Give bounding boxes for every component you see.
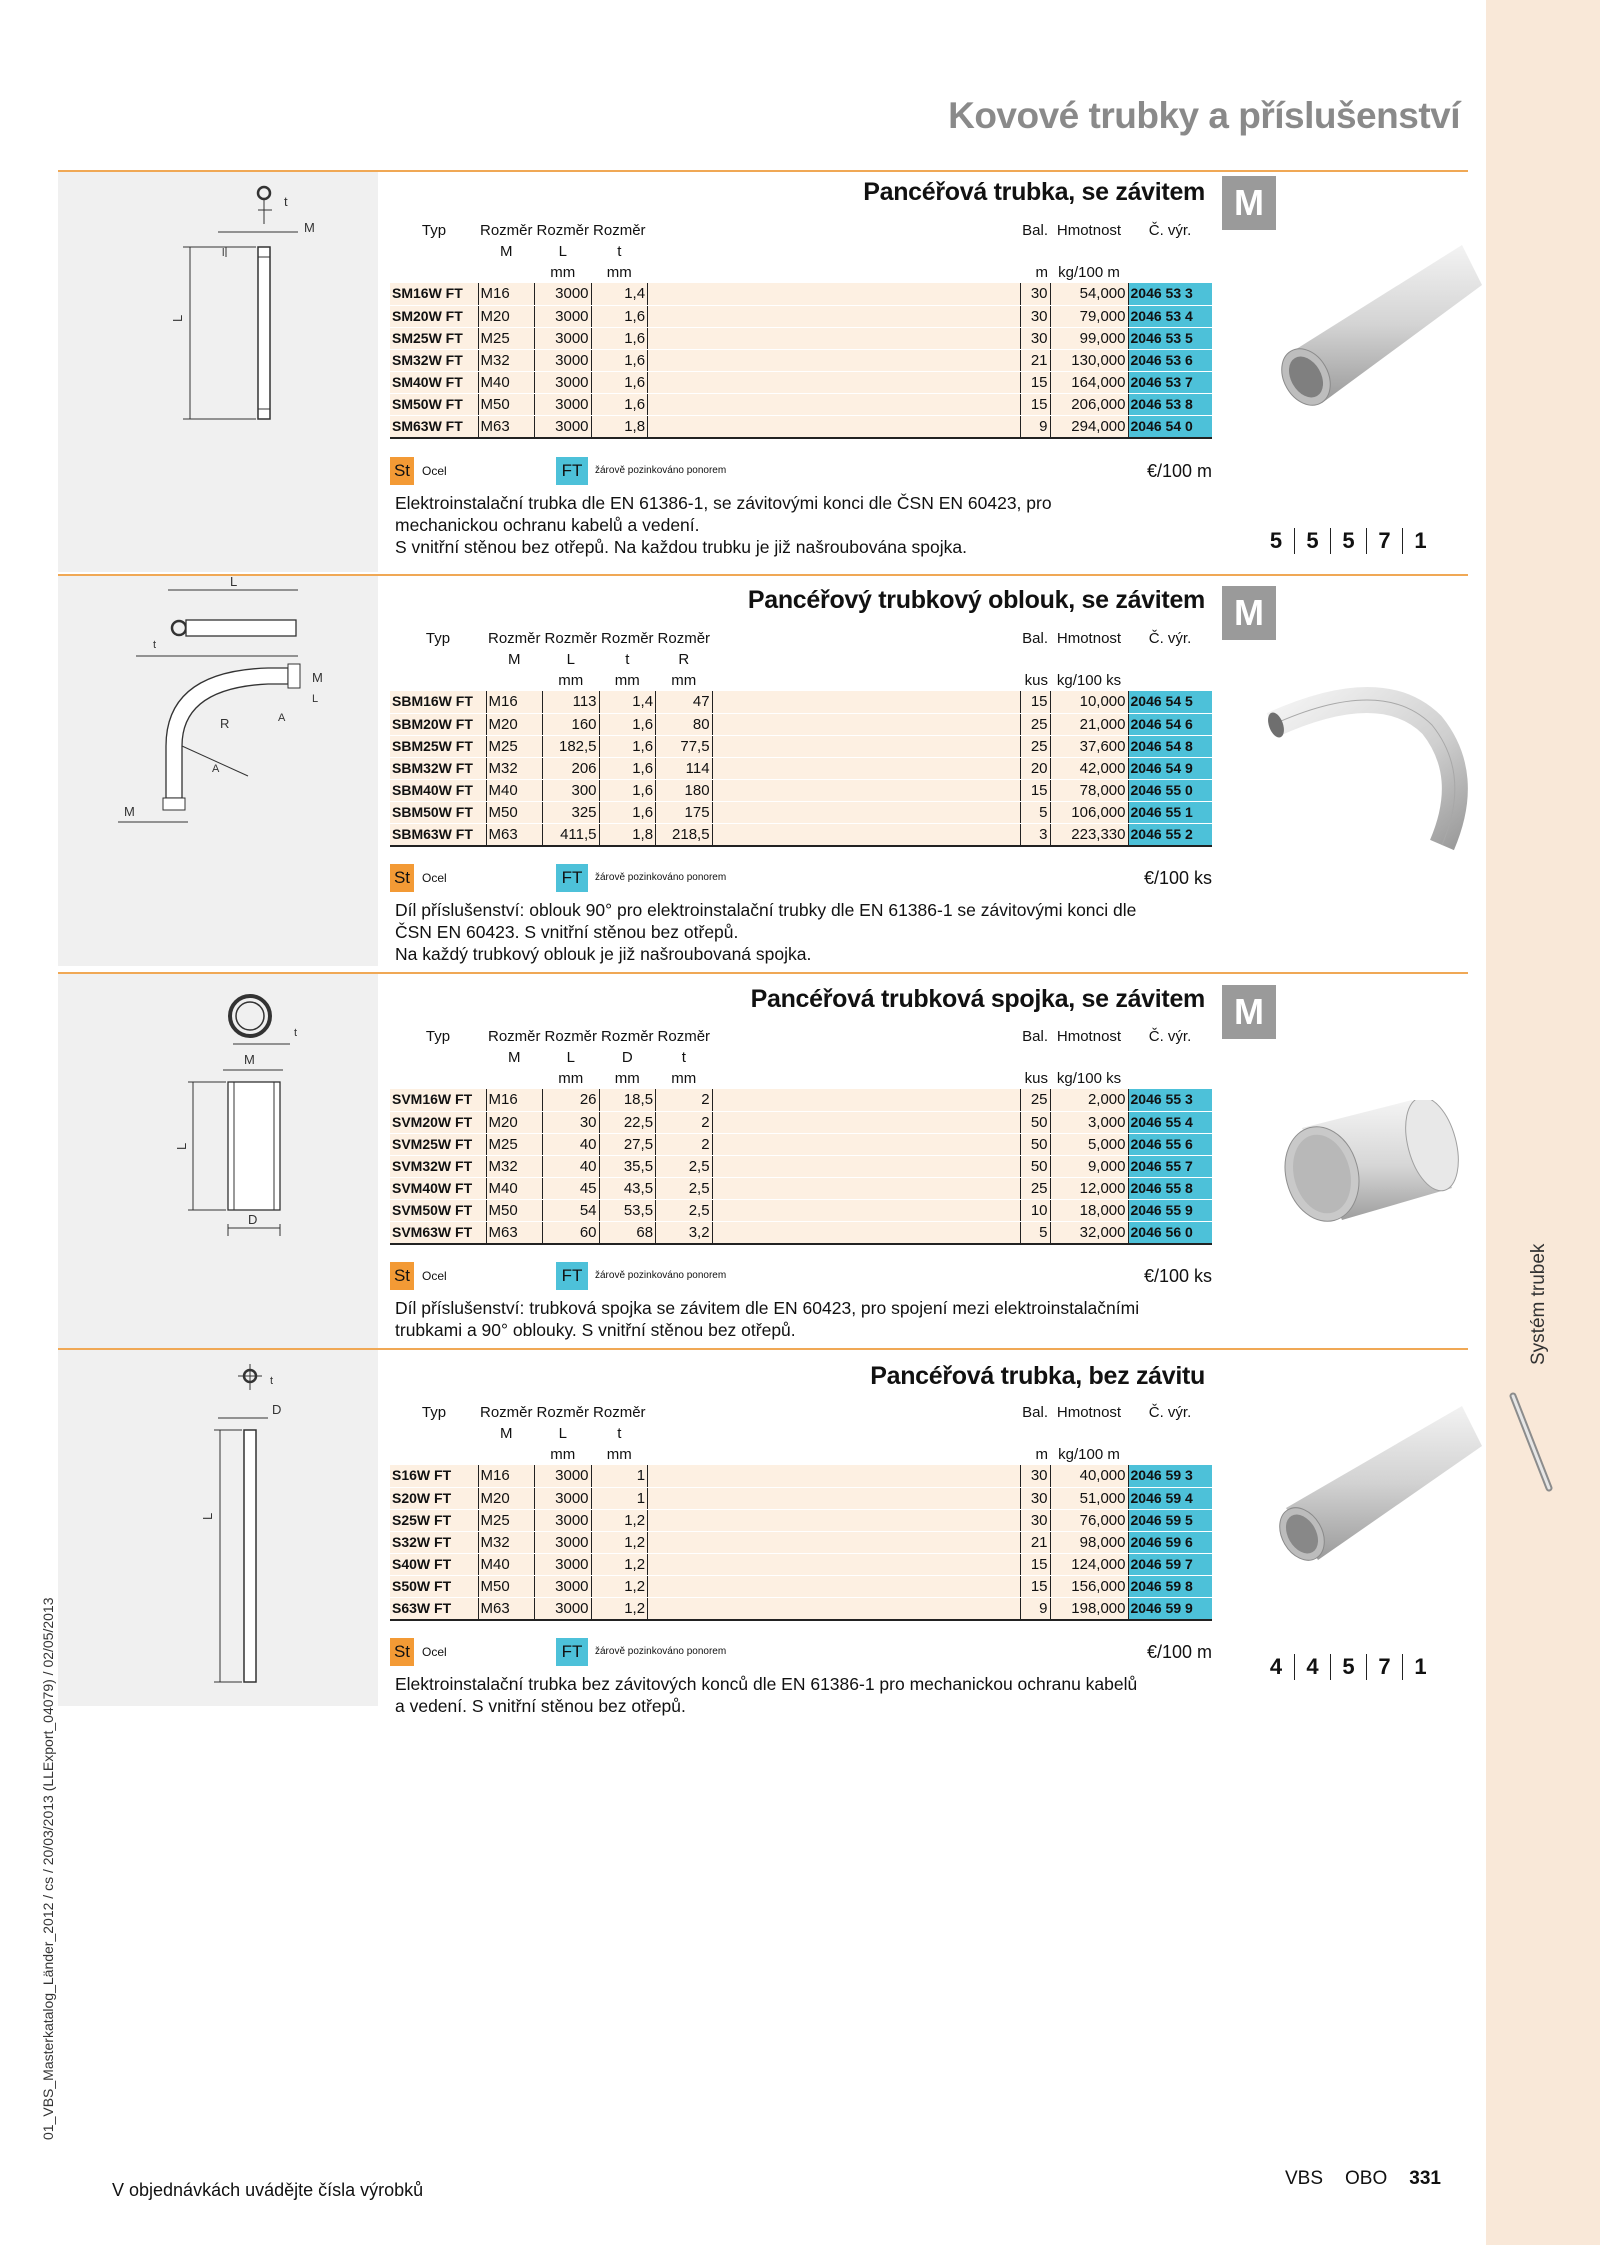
unit: kus: [1024, 1070, 1048, 1087]
col-header: Rozměr: [480, 1404, 533, 1421]
unit: mm: [558, 1070, 584, 1087]
property-code: 5 5 5 7 1: [1258, 528, 1438, 554]
article-number: 2046 55 4: [1128, 1111, 1212, 1133]
table-row: SVM63W FT M63 60 68 3,2 5 32,000 2046 56 0: [390, 1221, 1212, 1244]
table-row: SVM20W FT M20 30 22,5 2 50 3,000 2046 55 4: [390, 1111, 1212, 1133]
page-number: 331: [1409, 2168, 1441, 2189]
article-number: 2046 59 7: [1128, 1553, 1212, 1575]
col-typ: Typ: [425, 1028, 451, 1045]
col-bal: Bal.: [1022, 1028, 1048, 1045]
article-number: 2046 55 8: [1128, 1177, 1212, 1199]
col-weight: Hmotnost: [1056, 222, 1122, 239]
unit: mm: [558, 672, 584, 689]
article-number: 2046 54 5: [1128, 691, 1212, 713]
catalog-reference: 01_VBS_Masterkatalog_Länder_2012 / cs / 20/03/2013 (LLExport_04079) / 02/05/2013: [40, 1597, 56, 2140]
brand-vbs: VBS: [1285, 2168, 1324, 2189]
article-number: 2046 59 3: [1128, 1465, 1212, 1487]
svg-text:A: A: [278, 712, 286, 724]
col-sub: t: [617, 243, 622, 260]
material-label: Ocel: [422, 1269, 447, 1283]
col-weight: Hmotnost: [1056, 1028, 1122, 1045]
col-typ: Typ: [425, 630, 451, 647]
side-strip: [1486, 0, 1600, 2245]
article-number: 2046 55 3: [1128, 1089, 1212, 1111]
article-number: 2046 55 9: [1128, 1199, 1212, 1221]
material-label: Ocel: [422, 1645, 447, 1659]
section-description: Díl příslušenství: oblouk 90° pro elektroinstalační trubky dle EN 61386-1 se závitovými konci dle ČSN EN 60423. S vnitřní stěnou bez otřepů. Na každý trubkový oblouk je již našroubovaná spojka.: [395, 900, 1137, 964]
unit: mm: [550, 1446, 576, 1463]
unit: mm: [614, 672, 640, 689]
price-unit: €/100 ks: [1143, 868, 1212, 888]
col-header: Rozměr: [657, 630, 711, 647]
col-sub: M: [500, 243, 513, 260]
section-description: Elektroinstalační trubka dle EN 61386-1, se závitovými konci dle ČSN EN 60423, pro mechanickou ochranu kabelů a vedení. S vnitřní stěnou bez otřepů. Na každou trubku je již našroubována spojka.: [395, 493, 1052, 557]
straight-tube-photo: [1262, 235, 1482, 435]
price-unit: €/100 ks: [1143, 1266, 1212, 1286]
table-row: S40W FT M40 3000 1,2 15 124,000 2046 59 7: [390, 1553, 1212, 1575]
article-number: 2046 59 4: [1128, 1487, 1212, 1509]
finish-label: žárově pozinkováno ponorem: [595, 872, 727, 883]
unit: kg/100 ks: [1056, 672, 1122, 689]
material-label: Ocel: [422, 464, 447, 478]
table-row: SBM16W FT M16 113 1,4 47 15 10,000 2046 54 5: [390, 691, 1212, 713]
article-number: 2046 59 8: [1128, 1575, 1212, 1597]
col-header: Rozměr: [536, 1404, 590, 1421]
table-row: SVM16W FT M16 26 18,5 2 25 2,000 2046 55 3: [390, 1089, 1212, 1111]
col-article: Č. výr.: [1148, 1028, 1192, 1045]
article-number: 2046 53 5: [1128, 327, 1212, 349]
table-row: SBM40W FT M40 300 1,6 180 15 78,000 2046 55 0: [390, 779, 1212, 801]
svg-text:M: M: [124, 804, 135, 819]
table-row: SM63W FT M63 3000 1,8 9 294,000 2046 54 0: [390, 415, 1212, 438]
section-description: Díl příslušenství: trubková spojka se závitem dle EN 60423, pro spojení mezi elektroinstalačními trubkami a 90° oblouky. S vnitřní stěnou bez otřepů.: [395, 1298, 1140, 1340]
col-sub: L: [566, 651, 575, 668]
svg-text:D: D: [272, 1402, 282, 1417]
col-header: Rozměr: [593, 1404, 646, 1421]
price-unit: €/100 m: [1146, 1642, 1212, 1662]
unit: m: [1035, 1446, 1048, 1463]
table-row: SM50W FT M50 3000 1,6 15 206,000 2046 53 8: [390, 393, 1212, 415]
article-number: 2046 59 6: [1128, 1531, 1212, 1553]
product-table: [390, 220, 1212, 439]
drawing-straight-tube: [58, 172, 378, 572]
col-header: Rozměr: [657, 1028, 711, 1045]
section-description: Elektroinstalační trubka bez závitových konců dle EN 61386-1 pro mechanickou ochranu kabelů a vedení. S vnitřní stěnou bez otřepů.: [395, 1674, 1138, 1716]
article-number: 2046 55 7: [1128, 1155, 1212, 1177]
article-number: 2046 59 9: [1128, 1597, 1212, 1620]
finish-tag: FT: [556, 457, 588, 485]
tube-bend-photo: [1262, 665, 1482, 855]
table-row: SM20W FT M20 3000 1,6 30 79,000 2046 53 4: [390, 305, 1212, 327]
col-bal: Bal.: [1022, 1404, 1048, 1421]
col-article: Č. výr.: [1148, 630, 1192, 647]
article-number: 2046 59 5: [1128, 1509, 1212, 1531]
dimension-drawing: [58, 576, 378, 966]
svg-text:A: A: [212, 763, 220, 775]
material-row: [390, 1638, 1212, 1668]
col-sub: L: [558, 1425, 567, 1442]
footer-note: V objednávkách uvádějte čísla výrobků: [112, 2180, 424, 2200]
unit: kg/100 ks: [1056, 1070, 1122, 1087]
table-row: S20W FT M20 3000 1 30 51,000 2046 59 4: [390, 1487, 1212, 1509]
finish-tag: FT: [556, 1638, 588, 1666]
drawing-coupling: [58, 974, 378, 1350]
article-number: 2046 55 2: [1128, 823, 1212, 846]
svg-text:L: L: [312, 693, 319, 705]
drawing-plain-tube: [58, 1350, 378, 1706]
table-row: SM40W FT M40 3000 1,6 15 164,000 2046 53 7: [390, 371, 1212, 393]
col-sub: M: [500, 1425, 513, 1442]
finish-label: žárově pozinkováno ponorem: [595, 465, 727, 476]
table-row: S25W FT M25 3000 1,2 30 76,000 2046 59 5: [390, 1509, 1212, 1531]
unit: mm: [550, 264, 576, 281]
svg-text:M: M: [244, 1052, 255, 1067]
col-header: Rozměr: [593, 222, 646, 239]
col-header: Rozměr: [544, 1028, 598, 1045]
col-sub: t: [617, 1425, 622, 1442]
col-header: Rozměr: [480, 222, 533, 239]
table-row: SVM40W FT M40 45 43,5 2,5 25 12,000 2046 55 8: [390, 1177, 1212, 1199]
unit: kg/100 m: [1058, 1446, 1120, 1463]
dimension-drawing: [58, 172, 378, 572]
table-row: S32W FT M32 3000 1,2 21 98,000 2046 59 6: [390, 1531, 1212, 1553]
col-sub: L: [566, 1049, 575, 1066]
product-table: [390, 1026, 1212, 1245]
table-row: SM25W FT M25 3000 1,6 30 99,000 2046 53 5: [390, 327, 1212, 349]
col-weight: Hmotnost: [1056, 630, 1122, 647]
svg-text:M: M: [312, 670, 323, 685]
unit: mm: [606, 264, 632, 281]
side-section-label: Systém trubek: [1528, 1243, 1549, 1365]
article-number: 2046 53 3: [1128, 283, 1212, 305]
article-number: 2046 56 0: [1128, 1221, 1212, 1244]
col-sub: D: [621, 1049, 633, 1066]
table-row: SM16W FT M16 3000 1,4 30 54,000 2046 53 3: [390, 283, 1212, 305]
finish-label: žárově pozinkováno ponorem: [595, 1270, 727, 1281]
article-number: 2046 54 0: [1128, 415, 1212, 438]
article-number: 2046 54 8: [1128, 735, 1212, 757]
product-table: [390, 628, 1212, 847]
price-unit: €/100 m: [1146, 461, 1212, 481]
col-bal: Bal.: [1022, 222, 1048, 239]
col-bal: Bal.: [1022, 630, 1048, 647]
article-number: 2046 53 4: [1128, 305, 1212, 327]
property-code: 4 4 5 7 1: [1258, 1654, 1438, 1680]
plain-tube-photo: [1262, 1398, 1482, 1588]
svg-text:t: t: [294, 1027, 298, 1039]
article-number: 2046 55 0: [1128, 779, 1212, 801]
svg-text:M: M: [304, 220, 315, 235]
table-row: SVM32W FT M32 40 35,5 2,5 50 9,000 2046 55 7: [390, 1155, 1212, 1177]
col-header: Rozměr: [488, 630, 541, 647]
svg-text:t: t: [153, 639, 157, 651]
brand-obo: OBO: [1345, 2168, 1388, 2189]
unit: kus: [1024, 672, 1048, 689]
unit: kg/100 m: [1058, 264, 1120, 281]
svg-text:L: L: [174, 1142, 189, 1150]
material-label: Ocel: [422, 871, 447, 885]
col-header: Rozměr: [536, 222, 590, 239]
col-header: Rozměr: [488, 1028, 541, 1045]
material-row: [390, 457, 1212, 487]
table-row: SBM63W FT M63 411,5 1,8 218,5 3 223,330 2046 55 2: [390, 823, 1212, 846]
col-header: Rozměr: [601, 630, 654, 647]
article-number: 2046 53 7: [1128, 371, 1212, 393]
label-t: t: [284, 194, 288, 209]
section-title: Pancéřový trubkový oblouk, se závitem: [747, 586, 1205, 614]
material-tag-steel: St: [390, 457, 414, 485]
article-number: 2046 53 8: [1128, 393, 1212, 415]
tube-thumbnail-icon: [1505, 1390, 1555, 1500]
material-tag-steel: St: [390, 1638, 414, 1666]
finish-tag: FT: [556, 1262, 588, 1290]
material-row: [390, 1262, 1212, 1292]
table-row: SBM20W FT M20 160 1,6 80 25 21,000 2046 54 6: [390, 713, 1212, 735]
metric-badge: M: [1222, 176, 1276, 230]
material-tag-steel: St: [390, 864, 414, 892]
unit: m: [1035, 264, 1048, 281]
unit: mm: [671, 1070, 697, 1087]
article-number: 2046 55 1: [1128, 801, 1212, 823]
col-sub: M: [508, 1049, 521, 1066]
table-row: S16W FT M16 3000 1 30 40,000 2046 59 3: [390, 1465, 1212, 1487]
col-sub: t: [681, 1049, 686, 1066]
col-sub: R: [678, 651, 690, 668]
unit: mm: [606, 1446, 632, 1463]
table-row: SM32W FT M32 3000 1,6 21 130,000 2046 53 6: [390, 349, 1212, 371]
material-tag-steel: St: [390, 1262, 414, 1290]
table-row: SVM25W FT M25 40 27,5 2 50 5,000 2046 55 6: [390, 1133, 1212, 1155]
unit: mm: [671, 672, 697, 689]
col-typ: Typ: [421, 1404, 447, 1421]
svg-text:L: L: [170, 314, 185, 322]
drawing-bend: [58, 576, 378, 966]
table-row: SVM50W FT M50 54 53,5 2,5 10 18,000 2046 55 9: [390, 1199, 1212, 1221]
col-sub: M: [508, 651, 521, 668]
material-row: [390, 864, 1212, 894]
svg-text:R: R: [220, 716, 230, 731]
svg-text:L: L: [230, 576, 238, 589]
table-row: SBM32W FT M32 206 1,6 114 20 42,000 2046 54 9: [390, 757, 1212, 779]
metric-badge: M: [1222, 586, 1276, 640]
table-row: S63W FT M63 3000 1,2 9 198,000 2046 59 9: [390, 1597, 1212, 1620]
table-row: S50W FT M50 3000 1,2 15 156,000 2046 59 8: [390, 1575, 1212, 1597]
footer-brand: [1285, 2168, 1441, 2190]
dimension-drawing: [58, 974, 378, 1350]
product-table: [390, 1402, 1212, 1621]
col-sub: L: [558, 243, 567, 260]
svg-text:l: l: [222, 247, 225, 259]
table-row: SBM25W FT M25 182,5 1,6 77,5 25 37,600 2046 54 8: [390, 735, 1212, 757]
finish-label: žárově pozinkováno ponorem: [595, 1646, 727, 1657]
col-header: Rozměr: [544, 630, 598, 647]
article-number: 2046 54 9: [1128, 757, 1212, 779]
col-header: Rozměr: [601, 1028, 654, 1045]
finish-tag: FT: [556, 864, 588, 892]
svg-text:D: D: [248, 1212, 258, 1227]
col-sub: t: [625, 651, 630, 668]
table-row: SBM50W FT M50 325 1,6 175 5 106,000 2046 55 1: [390, 801, 1212, 823]
svg-text:t: t: [270, 1375, 274, 1387]
col-weight: Hmotnost: [1056, 1404, 1122, 1421]
section-title: Pancéřová trubka, bez závitu: [870, 1362, 1205, 1390]
article-number: 2046 53 6: [1128, 349, 1212, 371]
svg-text:L: L: [200, 1512, 215, 1520]
coupling-photo: [1262, 1100, 1482, 1250]
metric-badge: M: [1222, 985, 1276, 1039]
col-typ: Typ: [421, 222, 447, 239]
article-number: 2046 55 6: [1128, 1133, 1212, 1155]
dimension-drawing: [58, 1350, 378, 1706]
section-title: Pancéřová trubková spojka, se závitem: [750, 985, 1205, 1013]
col-article: Č. výr.: [1148, 1404, 1192, 1421]
page-title: Kovové trubky a příslušenství: [948, 95, 1460, 136]
col-article: Č. výr.: [1148, 222, 1192, 239]
unit: mm: [614, 1070, 640, 1087]
article-number: 2046 54 6: [1128, 713, 1212, 735]
section-title: Pancéřová trubka, se závitem: [863, 178, 1205, 206]
